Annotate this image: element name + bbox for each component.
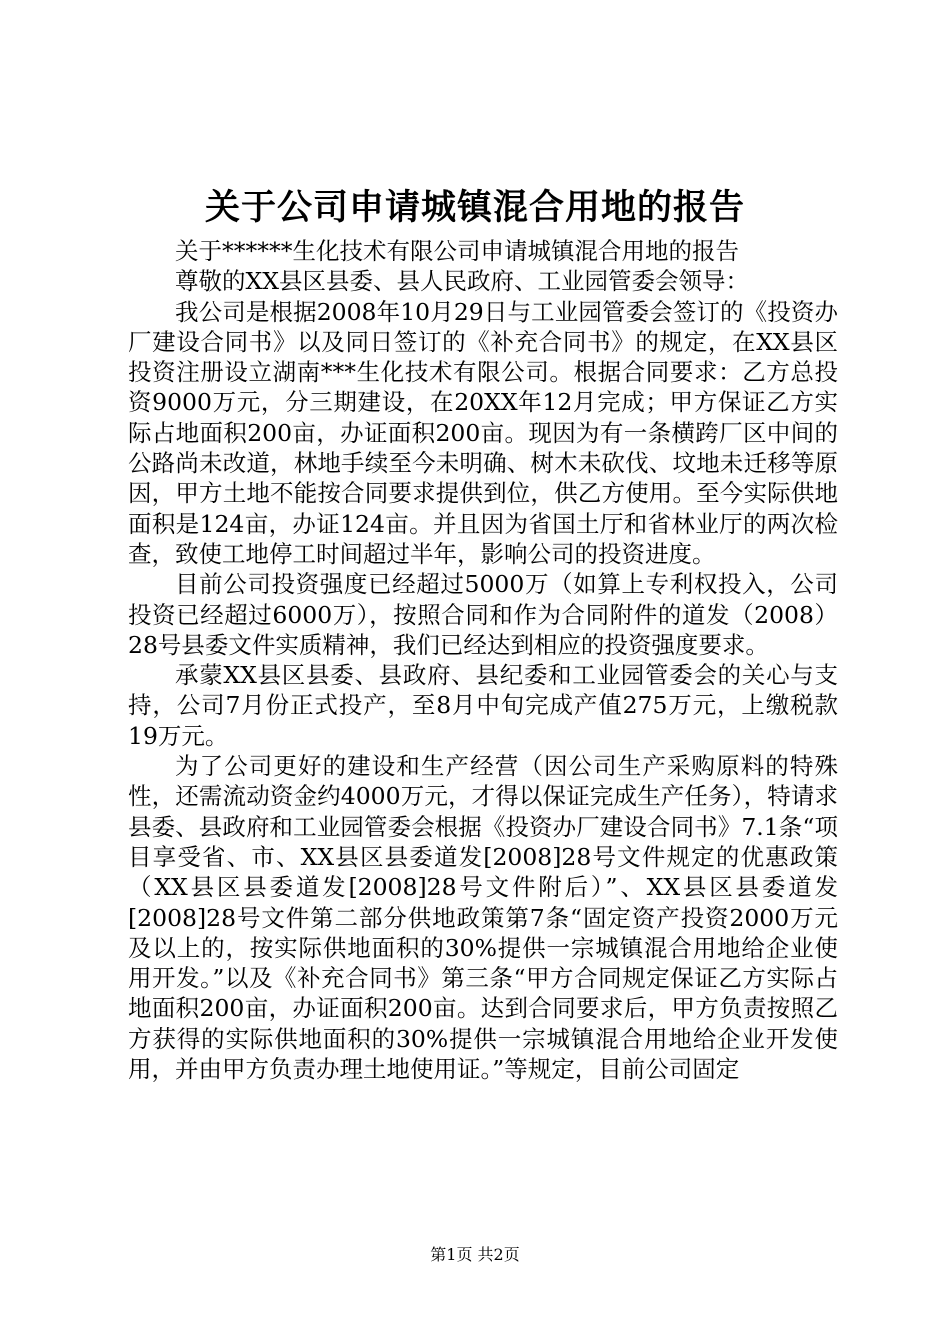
- page-footer: 第1页 共2页: [430, 1245, 520, 1264]
- document-body: [128, 236, 838, 1084]
- paragraph-investment: 目前公司投资强度已经超过5000万（如算上专利权投入，公司投资已经超过6000万），按照合同和作为合同附件的道发（2008）28号县委文件实质精神，我们已经达到相应的投资强度要求。: [128, 570, 838, 659]
- paragraph-subject: 关于******生化技术有限公司申请城镇混合用地的报告: [175, 237, 739, 265]
- paragraph-request: 为了公司更好的建设和生产经营（因公司生产采购原料的特殊性，还需流动资金约4000万元，才得以保证完成生产任务），特请求县委、县政府和工业园管委会根据《投资办厂建设合同书》7.1条“项目享受省、市、XX县区县委道发[2008]28号文件规定的优惠政策（XX县区县委道发[2008]28号文件附后）”、XX县区县委道发[2008]28号文件第二部分供地政策第7条“固定资产投资2000万元及以上的，按实际供地面积的30%提供一宗城镇混合用地给企业使用开发。”以及《补充合同书》第三条“甲方合同规定保证乙方实际占地面积200亩，办证面积200亩。达到合同要求后，甲方负责按照乙方获得的实际供地面积的30%提供一宗城镇混合用地给企业开发使用，并由甲方负责办理土地使用证。”等规定，目前公司固定: [128, 752, 838, 1084]
- paragraph-salutation: 尊敬的XX县区县委、县人民政府、工业园管委会领导：: [175, 267, 749, 296]
- paragraph-background: 我公司是根据2008年10月29日与工业园管委会签订的《投资办厂建设合同书》以及同日签订的《补充合同书》的规定，在XX县区投资注册设立湖南***生化技术有限公司。根据合同要求：乙方总投资9000万元，分三期建设，在20XX年12月完成；甲方保证乙方实际占地面积200亩，办证面积200亩。现因为有一条横跨厂区中间的公路尚未改道，林地手续至今未明确、树木未砍伐、坟地未迁移等原因，甲方土地不能按合同要求提供到位，供乙方使用。至今实际供地面积是124亩，办证124亩。并且因为省国土厅和省林业厅的两次检查，致使工地停工时间超过半年，影响公司的投资进度。: [128, 297, 838, 568]
- document-title: 关于公司申请城镇混合用地的报告: [204, 187, 745, 228]
- paragraph-production: 承蒙XX县区县委、县政府、县纪委和工业园管委会的关心与支持，公司7月份正式投产，至8月中旬完成产值275万元，上缴税款19万元。: [128, 661, 838, 750]
